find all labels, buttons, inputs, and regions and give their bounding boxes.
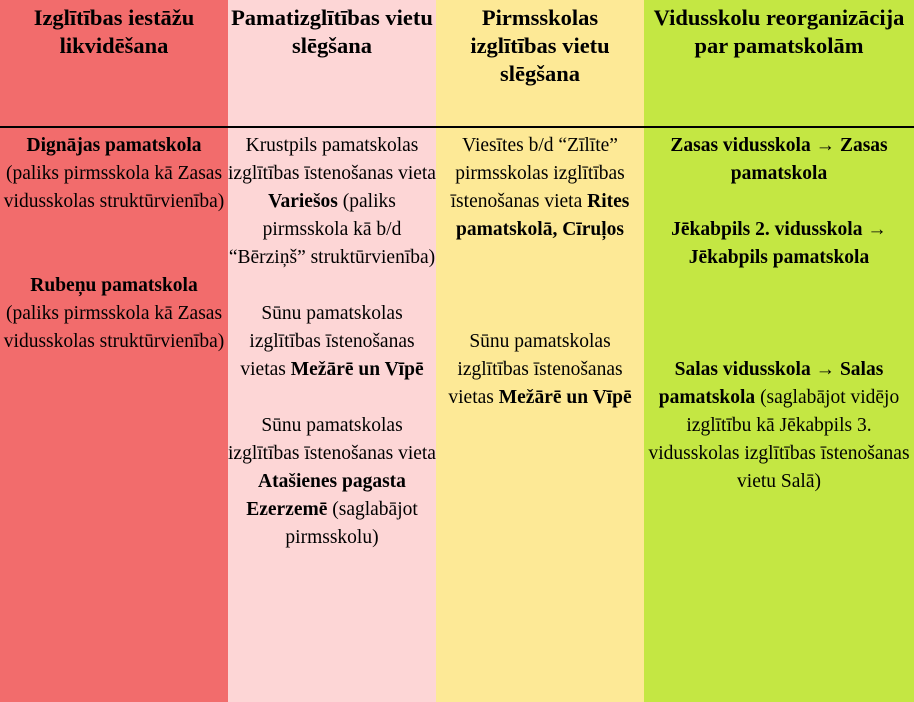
entry-note: (saglabājot vidējo izglītību kā Jēkabpils 3. vidusskolas izglītības īstenošanas vietu Salā) bbox=[648, 387, 910, 492]
entry-rites bbox=[436, 132, 644, 244]
header-liquidation: Izglītības iestāžu likvidēšana bbox=[0, 0, 228, 128]
school-name: Rubeņu pamatskola bbox=[30, 275, 198, 296]
place-name: Rites pamatskolā, Cīruļos bbox=[456, 191, 630, 240]
entry-mezare-vipe-preschool bbox=[436, 328, 644, 412]
entry-note: (paliks pirmsskola kā b/d “Bērziņš” struktūrvienība) bbox=[228, 191, 436, 268]
place-name: Variešos bbox=[268, 191, 338, 212]
entry-text: Krustpils pamatskolas izglītības īstenošanas vieta bbox=[228, 135, 436, 184]
cell-basic-education-closure bbox=[228, 128, 436, 702]
school-name: Dignājas pamatskola bbox=[26, 135, 202, 156]
place-name: Atašienes pagasta Ezerzemē bbox=[246, 471, 406, 520]
school-name: Salas vidusskola → Salas pamatskola bbox=[658, 359, 884, 408]
place-name: Mežārē un Vīpē bbox=[498, 387, 632, 408]
entry-mezare-vipe bbox=[228, 300, 436, 384]
entry-note: (paliks pirmsskola kā Zasas vidusskolas struktūrvienība) bbox=[3, 163, 225, 212]
entry-sala bbox=[644, 356, 914, 496]
entry-note: (paliks pirmsskola kā Zasas vidusskolas struktūrvienība) bbox=[3, 303, 225, 352]
entry-text: Sūnu pamatskolas izglītības īstenošanas vieta bbox=[228, 415, 436, 464]
cell-liquidation bbox=[0, 128, 228, 702]
cell-secondary-reorganization bbox=[644, 128, 914, 702]
entry-jekabpils-2: Jēkabpils 2. vidusskola → Jēkabpils pamatskola bbox=[671, 219, 887, 268]
entry-text: Viesītes b/d “Zīlīte” pirmsskolas izglītības īstenošanas vieta bbox=[450, 135, 625, 212]
header-secondary-reorganization: Vidusskolu reorganizācija par pamatskolām bbox=[644, 0, 914, 128]
entry-zasa: Zasas vidusskola → Zasas pamatskola bbox=[670, 135, 888, 184]
entry-note: (saglabājot pirmsskolu) bbox=[285, 499, 418, 548]
entry-ezerzeme bbox=[228, 412, 436, 552]
entry-variesi bbox=[228, 132, 436, 272]
header-preschool-closure: Pirmsskolas izglītības vietu slēgšana bbox=[436, 0, 644, 128]
entry-rubeni bbox=[2, 272, 226, 356]
entry-text: Sūnu pamatskolas izglītības īstenošanas vietas bbox=[240, 303, 415, 380]
entry-text: Sūnu pamatskolas izglītības īstenošanas vietas bbox=[448, 331, 623, 408]
cell-preschool-closure bbox=[436, 128, 644, 702]
entry-dignaja bbox=[2, 132, 226, 216]
header-basic-education-closure: Pamatizglītības vietu slēgšana bbox=[228, 0, 436, 128]
place-name: Mežārē un Vīpē bbox=[290, 359, 424, 380]
